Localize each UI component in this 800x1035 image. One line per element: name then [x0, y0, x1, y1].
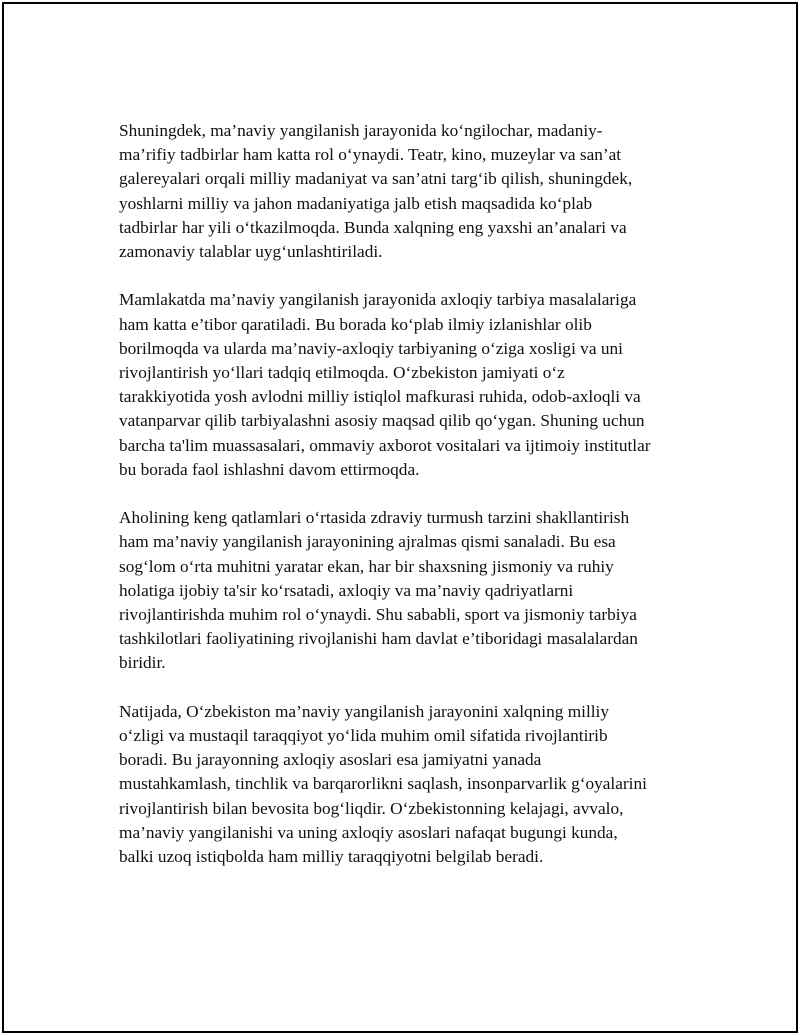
paragraph-3: Aholining keng qatlamlari o‘rtasida zdraviy turmush tarzini shakllantirish ham ma’naviy yangilanish jarayonining ajralmas qismi sanaladi. Bu esa sog‘lom o‘rta muhitni yaratar ekan, har bir shaxsning jismoniy va ruhiy holatiga ijobiy ta'sir ko‘rsatadi, axloqiy va ma’naviy qadriyatlarni rivojlantirishda muhim rol o‘ynaydi. Shu sababli, sport va jismoniy tarbiya tashkilotlari faoliyatining rivojlanishi ham davlat e’tiboridagi masalalardan biridir.: [119, 508, 638, 673]
document-body: [119, 119, 699, 893]
paragraph-4: Natijada, O‘zbekiston ma’naviy yangilanish jarayonini xalqning milliy o‘zligi va mustaqil taraqqiyot yo‘lida muhim omil sifatida rivojlantirib boradi. Bu jarayonning axloqiy asoslari esa jamiyatni yanada mustahkamlash, tinchlik va barqarorlikni saqlash, insonparvarlik g‘oyalarini rivojlantirish bilan bevosita bog‘liqdir. O‘zbekistonning kelajagi, avvalo, ma’naviy yangilanishi va uning axloqiy asoslari nafaqat bugungi kunda, balki uzoq istiqbolda ham milliy taraqqiyotni belgilab beradi.: [119, 701, 647, 867]
paragraph-1: Shuningdek, ma’naviy yangilanish jarayonida ko‘ngilochar, madaniy- ma’rifiy tadbirlar ham katta rol o‘ynaydi. Teatr, kino, muzeylar va san’at galereyalari orqali milliy madaniyat va san’atni targ‘ib qilish, shuningdek, yoshlarni milliy va jahon madaniyatiga jalb etish maqsadida ko‘plab tadbirlar har yili o‘tkazilmoqda. Bunda xalqning eng yaxshi an’analari va zamonaviy talablar uyg‘unlashtiriladi.: [119, 121, 633, 262]
paragraph-2: Mamlakatda ma’naviy yangilanish jarayonida axloqiy tarbiya masalalariga ham katta e’tibor qaratiladi. Bu borada ko‘plab ilmiy izlanishlar olib borilmoqda va ularda ma’naviy-axloqiy tarbiyaning o‘ziga xosligi va uni rivojlantirish yo‘llari tadqiq etilmoqda. O‘zbekiston jamiyati o‘z tarakkiyotida yosh avlodni milliy istiqlol mafkurasi ruhida, odob-axloqli va vatanparvar qilib tarbiyalashni asosiy maqsad qilib qo‘ygan. Shuning uchun barcha ta'lim muassasalari, ommaviy axborot vositalari va ijtimoiy institutlar bu borada faol ishlashni davom ettirmoqda.: [119, 290, 651, 479]
